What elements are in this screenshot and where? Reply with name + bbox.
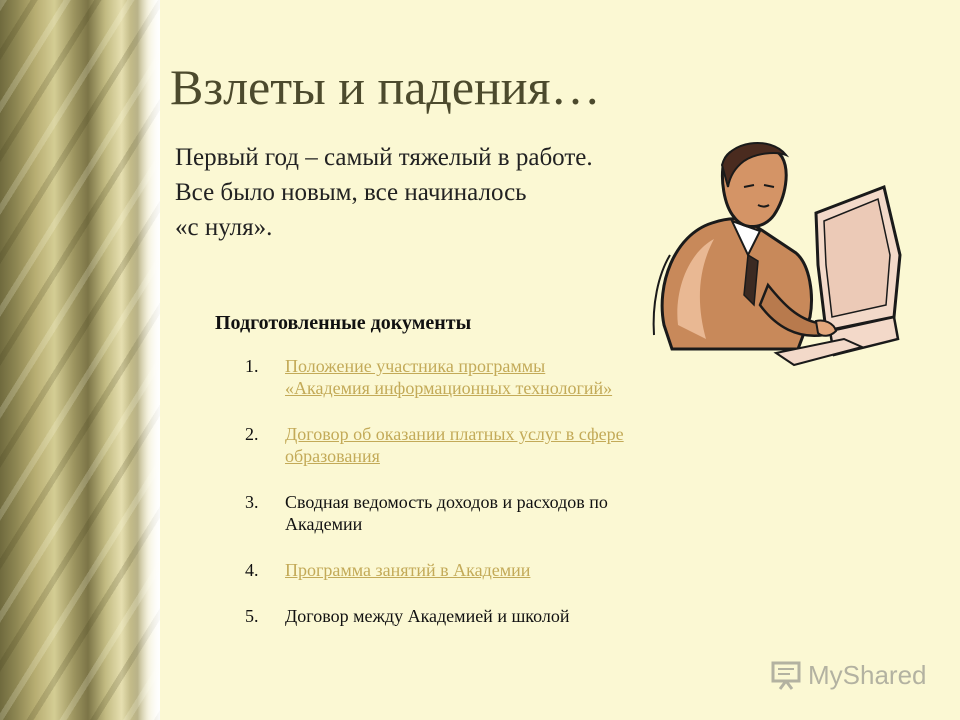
list-item xyxy=(245,423,745,467)
documents-list xyxy=(245,355,745,651)
item-number: 5. xyxy=(245,606,259,626)
link-line: «Академия информационных технологий» xyxy=(285,378,613,398)
link-line: образования xyxy=(285,446,380,466)
item-number: 3. xyxy=(245,492,259,512)
item-number: 4. xyxy=(245,560,259,580)
decorative-side-border xyxy=(0,0,160,720)
intro-line-3: «с нуля». xyxy=(175,214,273,241)
document-text-income-statement xyxy=(285,492,608,534)
list-item xyxy=(245,559,745,581)
item-number: 1. xyxy=(245,356,259,376)
presentation-board-icon xyxy=(770,659,802,691)
list-item xyxy=(245,605,745,627)
intro-line-2: Все было новым, все начиналось xyxy=(175,179,527,206)
watermark-text: MyShared xyxy=(808,659,927,690)
document-link-paid-services-contract[interactable] xyxy=(285,424,624,466)
link-line: Положение участника программы xyxy=(285,356,546,376)
watermark xyxy=(770,655,930,695)
list-item xyxy=(245,355,745,399)
text-line: Академии xyxy=(285,514,363,534)
item-number: 2. xyxy=(245,424,259,444)
man-at-computer-icon xyxy=(648,135,908,375)
document-text-school-agreement: Договор между Академией и школой xyxy=(285,606,570,626)
link-line: Договор об оказании платных услуг в сфере xyxy=(285,424,624,444)
link-line: Программа занятий в Академии xyxy=(285,560,531,580)
document-link-class-program[interactable] xyxy=(285,560,530,580)
text-line: Сводная ведомость доходов и расходов по xyxy=(285,492,608,512)
document-link-participant-regulation[interactable] xyxy=(285,356,612,398)
intro-text xyxy=(175,140,715,245)
slide-title: Взлеты и падения… xyxy=(170,59,601,115)
border-gloss xyxy=(130,0,160,720)
documents-heading: Подготовленные документы xyxy=(215,312,472,334)
list-item xyxy=(245,491,745,535)
intro-line-1: Первый год – самый тяжелый в работе. xyxy=(175,144,593,171)
